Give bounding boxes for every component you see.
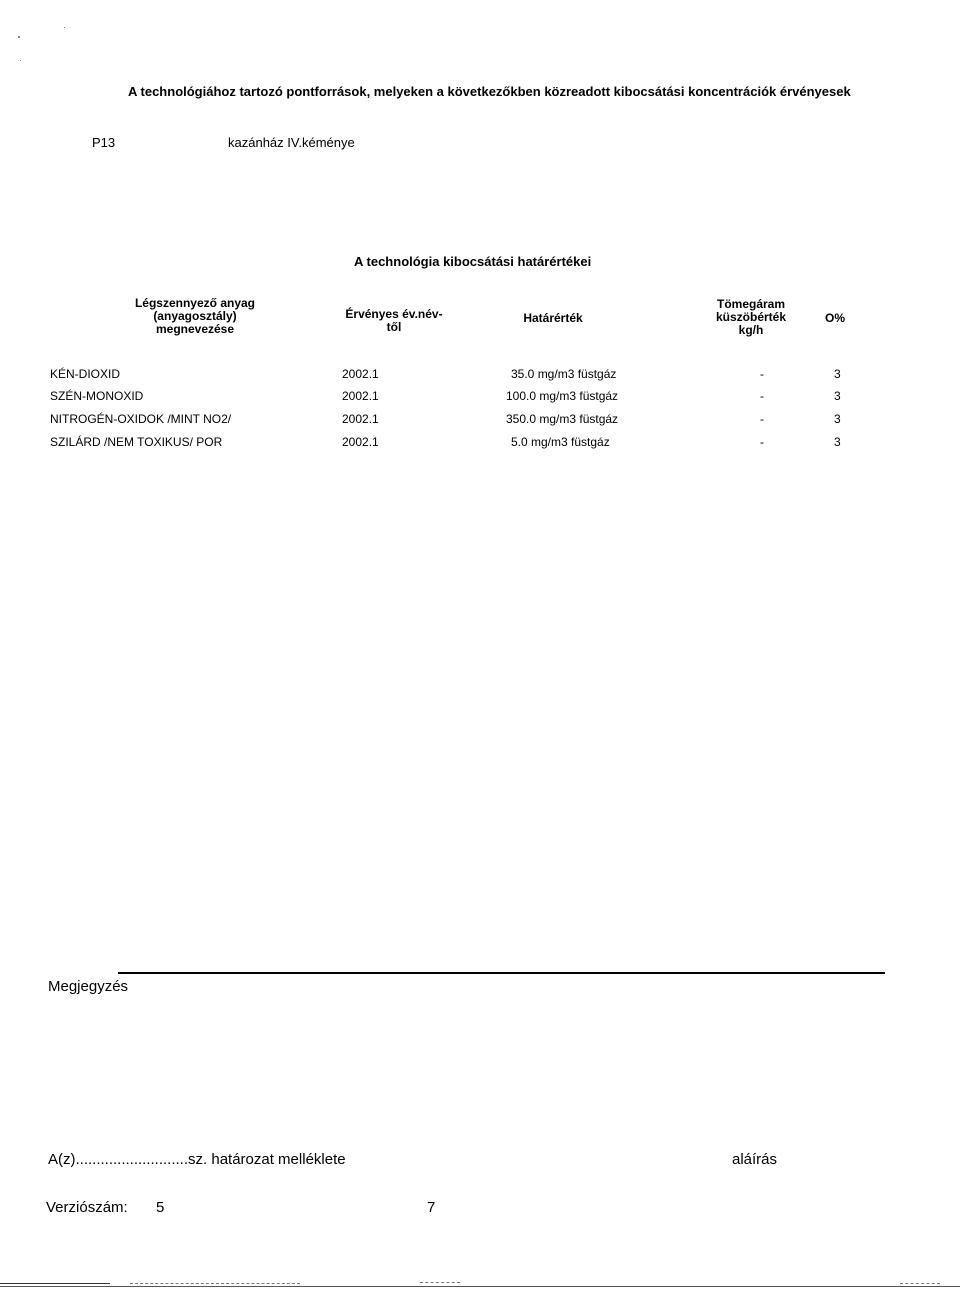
scan-speck bbox=[20, 60, 21, 61]
mass-flow-cell: - bbox=[760, 412, 764, 426]
scan-speck bbox=[18, 36, 20, 38]
o2-cell: 3 bbox=[834, 435, 841, 449]
source-code: P13 bbox=[92, 135, 116, 150]
limit-cell: 350.0 mg/m3 füstgáz bbox=[506, 412, 619, 426]
col-header-mass-flow: Tömegáram küszöbérték kg/h bbox=[715, 297, 787, 337]
col-header-limit: Határérték bbox=[523, 311, 583, 325]
signature-label: aláírás bbox=[732, 1151, 778, 1168]
col-header-valid-from: Érvényes év.név- től bbox=[345, 307, 443, 334]
bottom-edge-line bbox=[130, 1283, 300, 1284]
notes-label: Megjegyzés bbox=[48, 978, 129, 995]
decision-line: A(z)...........................sz. határozat melléklete bbox=[48, 1151, 346, 1168]
section-title: A technológia kibocsátási határértékei bbox=[354, 254, 592, 269]
pollutant-cell: SZÉN-MONOXID bbox=[50, 389, 144, 403]
o2-cell: 3 bbox=[834, 367, 841, 381]
table-row bbox=[0, 412, 960, 428]
limit-cell: 35.0 mg/m3 füstgáz bbox=[511, 367, 617, 381]
table-row bbox=[0, 389, 960, 405]
version-value: 5 bbox=[156, 1199, 165, 1216]
mass-flow-cell: - bbox=[760, 389, 764, 403]
mass-flow-cell: - bbox=[760, 435, 764, 449]
page-number: 7 bbox=[427, 1199, 436, 1216]
bottom-edge-line bbox=[900, 1283, 940, 1284]
notes-divider bbox=[118, 972, 885, 974]
bottom-edge-line bbox=[0, 1283, 110, 1284]
valid-from-cell: 2002.1 bbox=[342, 389, 379, 403]
col-header-o2: O% bbox=[824, 311, 845, 325]
bottom-edge-line bbox=[0, 1286, 960, 1287]
mass-flow-cell: - bbox=[760, 367, 764, 381]
valid-from-cell: 2002.1 bbox=[342, 435, 379, 449]
pollutant-cell: SZILÁRD /NEM TOXIKUS/ POR bbox=[50, 435, 223, 449]
table-row bbox=[0, 435, 960, 451]
scan-speck bbox=[64, 27, 65, 28]
valid-from-cell: 2002.1 bbox=[342, 367, 379, 381]
o2-cell: 3 bbox=[834, 412, 841, 426]
limit-cell: 100.0 mg/m3 füstgáz bbox=[506, 389, 619, 403]
bottom-edge-line bbox=[420, 1282, 460, 1283]
table-row bbox=[0, 367, 960, 383]
intro-heading: A technológiához tartozó pontforrások, melyeken a következőkben közreadott kibocsátási koncentrációk érvényesek bbox=[128, 84, 851, 99]
pollutant-cell: NITROGÉN-OXIDOK /MINT NO2/ bbox=[50, 412, 232, 426]
source-name: kazánház IV.kéménye bbox=[228, 135, 355, 150]
valid-from-cell: 2002.1 bbox=[342, 412, 379, 426]
version-label: Verziószám: bbox=[46, 1199, 128, 1216]
col-header-pollutant: Légszennyező anyag (anyagosztály) megnevezése bbox=[134, 296, 256, 336]
pollutant-cell: KÉN-DIOXID bbox=[50, 367, 121, 381]
o2-cell: 3 bbox=[834, 389, 841, 403]
limit-cell: 5.0 mg/m3 füstgáz bbox=[511, 435, 610, 449]
